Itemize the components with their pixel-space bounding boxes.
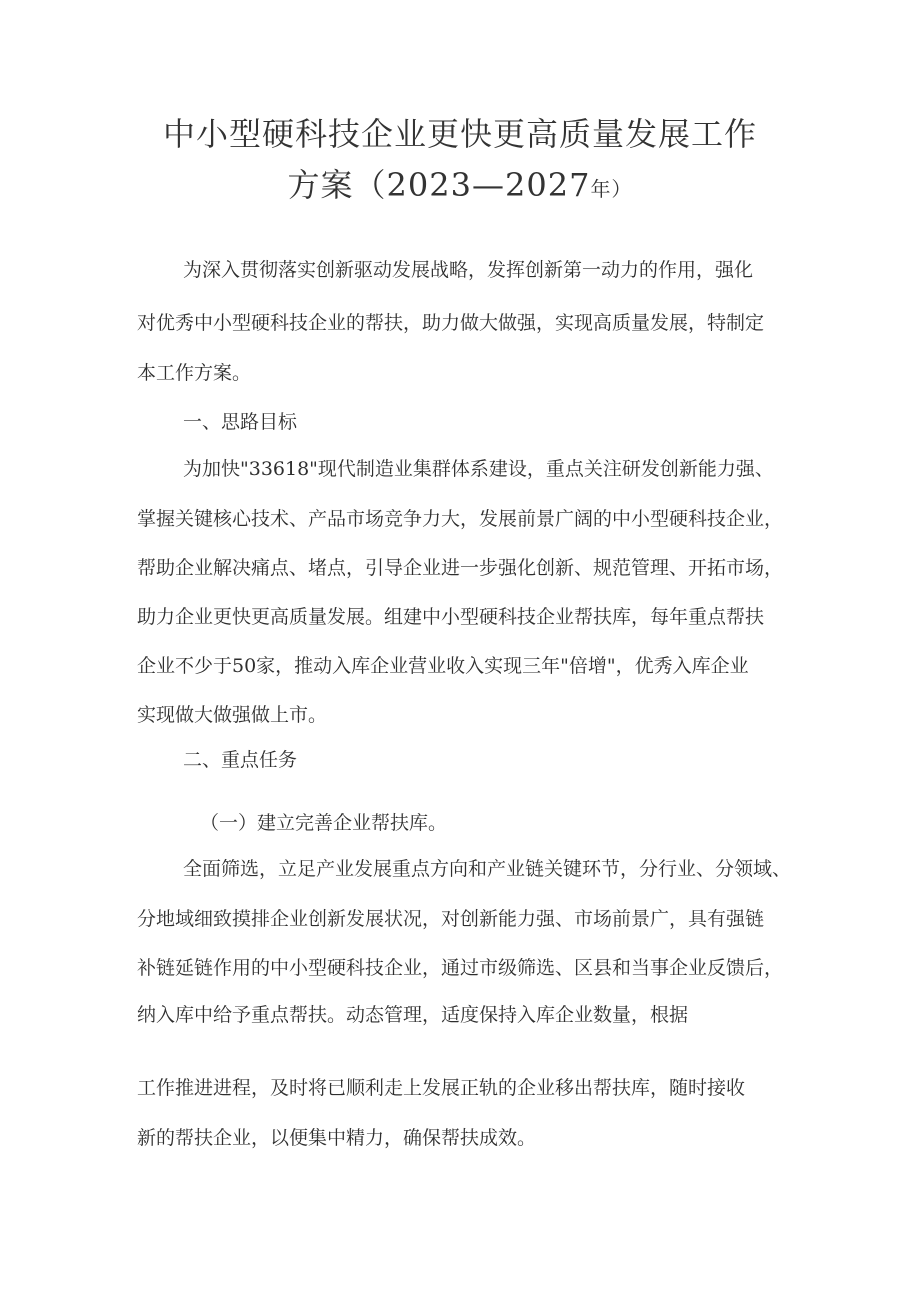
- paragraph-line: 纳入库中给予重点帮扶。动态管理，适度保持入库企业数量，根据: [137, 1004, 689, 1026]
- paragraph-line: 对优秀中小型硬科技企业的帮扶，助力做大做强，实现高质量发展，特制定: [137, 312, 765, 334]
- subsection-heading: （一）建立完善企业帮扶库。: [200, 812, 448, 834]
- document-title-line-2: [0, 165, 920, 209]
- paragraph-line: 企业不少于50家，推动入库企业营业收入实现三年"倍增"，优秀入库企业: [137, 655, 749, 677]
- paragraph-line: 掌握关键核心技术、产品市场竞争力大，发展前景广阔的中小型硬科技企业，: [137, 508, 784, 530]
- paragraph-line: 实现做大做强做上市。: [137, 704, 328, 726]
- title-suffix-text: 年）: [590, 177, 633, 201]
- paragraph-line: 为加快"33618"现代制造业集群体系建设，重点关注研发创新能力强、: [183, 458, 774, 480]
- paragraph-line: 助力企业更快更高质量发展。组建中小型硬科技企业帮扶库，每年重点帮扶: [137, 606, 765, 628]
- paragraph-line: 全面筛选，立足产业发展重点方向和产业链关键环节，分行业、分领域、: [183, 858, 792, 880]
- paragraph-line: 工作推进进程，及时将已顺利走上发展正轨的企业移出帮扶库，随时接收: [137, 1077, 746, 1099]
- paragraph-line: 为深入贯彻落实创新驱动发展战略，发挥创新第一动力的作用，强化: [183, 259, 754, 281]
- paragraph-line: 分地域细致摸排企业创新发展状况，对创新能力强、市场前景广，具有强链: [137, 908, 765, 930]
- paragraph-line: 本工作方案。: [137, 362, 252, 384]
- section-heading-1: 一、思路目标: [183, 411, 298, 433]
- paragraph-line: 补链延链作用的中小型硬科技企业，通过市级筛选、区县和当事企业反馈后，: [137, 957, 784, 979]
- paragraph-line: 帮助企业解决痛点、堵点，引导企业进一步强化创新、规范管理、开拓市场，: [137, 557, 784, 579]
- section-heading-2: 二、重点任务: [183, 749, 298, 771]
- title-main-text: 方案（2023—2027: [287, 166, 591, 204]
- document-title-line-1: 中小型硬科技企业更快更高质量发展工作: [162, 115, 757, 153]
- paragraph-line: 新的帮扶企业，以便集中精力，确保帮扶成效。: [137, 1127, 537, 1149]
